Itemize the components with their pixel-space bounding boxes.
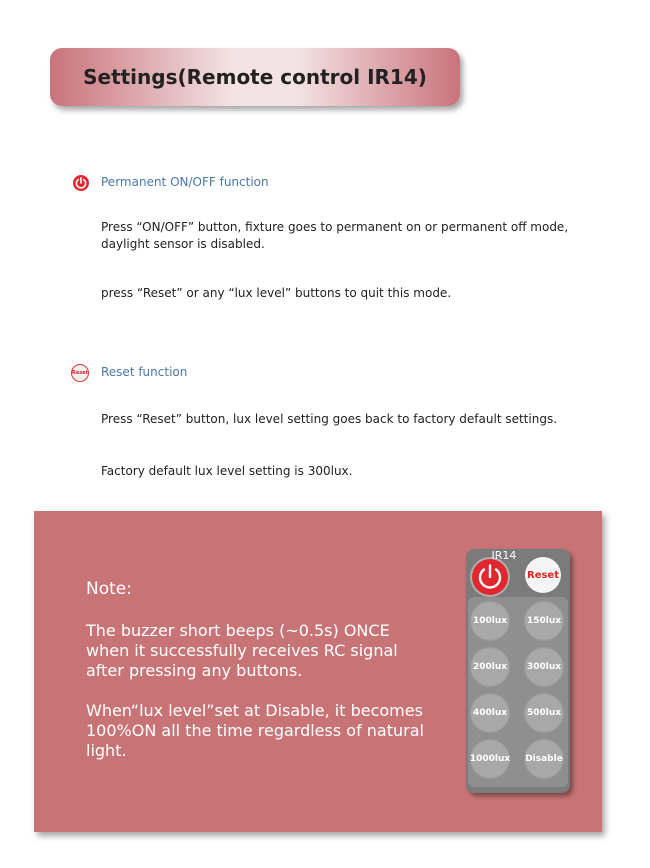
- remote-reset-button: Reset: [525, 557, 561, 593]
- remote-lux-button: 100lux: [470, 601, 510, 641]
- section-paragraph: press “Reset” or any “lux level” buttons to quit this mode.: [101, 286, 452, 300]
- page-title: Settings(Remote control IR14): [83, 65, 427, 89]
- title-banner: [50, 48, 460, 106]
- section-paragraph: Factory default lux level setting is 300lux.: [101, 464, 353, 478]
- remote-lux-button: 1000lux: [470, 739, 510, 779]
- remote-disable-button: Disable: [524, 739, 564, 779]
- remote-lux-button: 150lux: [524, 601, 564, 641]
- note-heading: Note:: [86, 579, 132, 599]
- remote-lux-button: 500lux: [524, 693, 564, 733]
- remote-lux-button: 400lux: [470, 693, 510, 733]
- power-icon: [73, 175, 89, 191]
- remote-keypad: [468, 597, 568, 787]
- note-paragraph: The buzzer short beeps (~0.5s) ONCE when it successfully receives RC signal after pressing any buttons.: [86, 621, 398, 680]
- section-title-reset: Reset function: [101, 365, 188, 379]
- reset-icon: Reset: [71, 364, 89, 382]
- note-paragraph: When“lux level”set at Disable, it becomes 100%ON all the time regardless of natural light.: [86, 701, 424, 760]
- remote-power-button: [472, 559, 508, 595]
- section-paragraph: Press “ON/OFF” button, fixture goes to permanent on or permanent off mode, daylight sensor is disabled.: [101, 220, 569, 251]
- section-title-permanent: Permanent ON/OFF function: [101, 175, 269, 189]
- note-panel: [34, 511, 602, 832]
- remote-label: IR14: [491, 549, 517, 562]
- remote-lux-button: 300lux: [524, 647, 564, 687]
- remote-control-illustration: [466, 549, 570, 793]
- remote-lux-button: 200lux: [470, 647, 510, 687]
- section-paragraph: Press “Reset” button, lux level setting goes back to factory default settings.: [101, 412, 558, 426]
